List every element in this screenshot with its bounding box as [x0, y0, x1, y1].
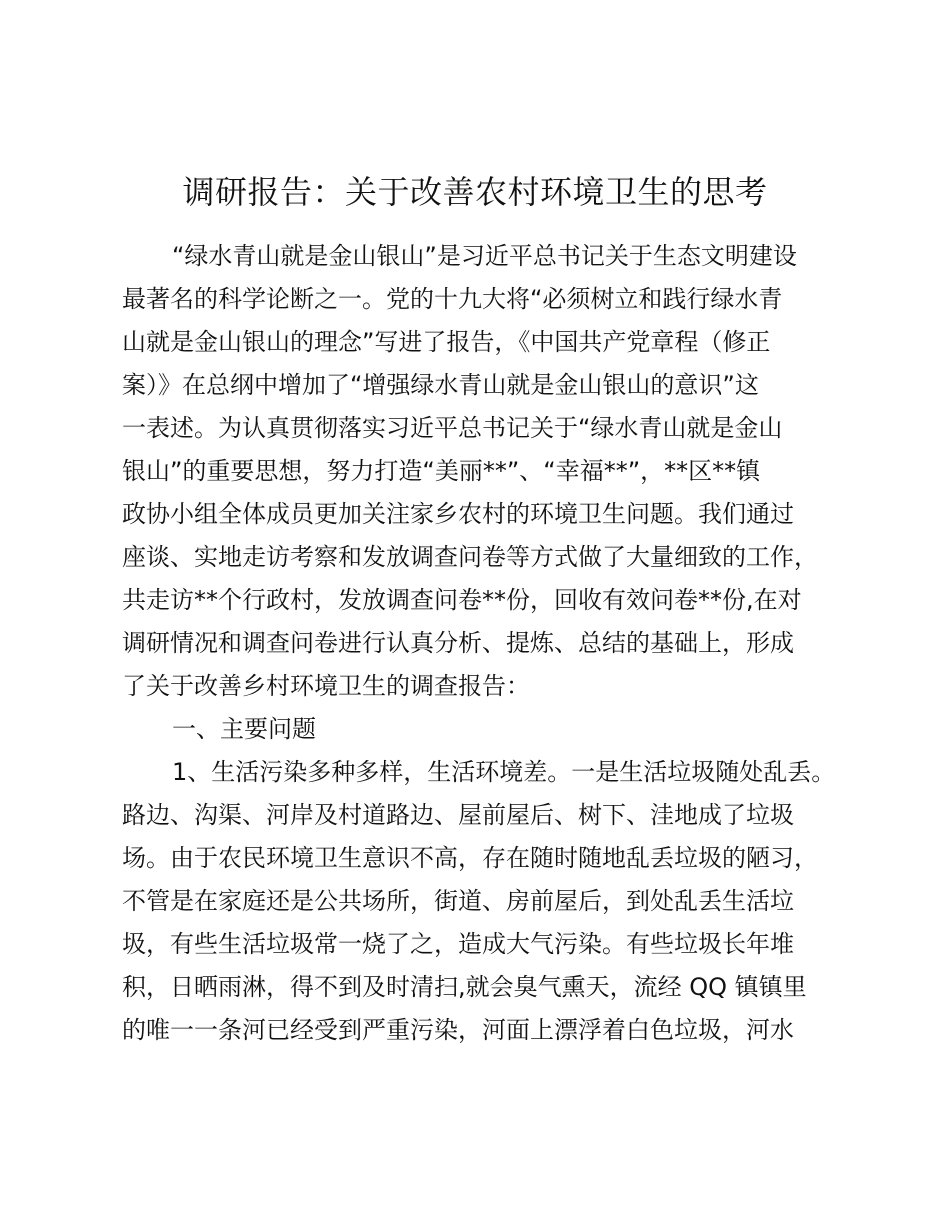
paragraph-line: 路边、沟渠、河岸及村道路边、屋前屋后、树下、洼地成了垃圾 [122, 801, 794, 829]
paragraph-line: “绿水青山就是金山银山”是习近平总书记关于生态文明建设 [172, 242, 797, 270]
document-body [122, 235, 850, 1052]
paragraph-line: 共走访**个行政村，发放调查问卷**份，回收有效问卷**份,在对 [122, 586, 802, 614]
paragraph-line: 案）》在总纲中增加了“增强绿水青山就是金山银山的意识”这 [122, 371, 759, 399]
paragraph-line: 政协小组全体成员更加关注家乡农村的环境卫生问题。我们通过 [122, 500, 794, 528]
paragraph-line: 圾，有些生活垃圾常一烧了之，造成大气污染。有些垃圾长年堆 [122, 930, 794, 958]
paragraph-line: 一表述。为认真贯彻落实习近平总书记关于“绿水青山就是金山 [122, 414, 783, 442]
paragraph-line: 场。由于农民环境卫生意识不高，存在随时随地乱丢垃圾的陋习， [122, 844, 818, 872]
paragraph-line: 山就是金山银山的理念”写进了报告，《中国共产党章程（修正 [122, 328, 771, 356]
paragraph-line: 银山”的重要思想，努力打造“美丽**”、“幸福**”，**区**镇 [122, 457, 761, 485]
paragraph-line: 1、生活污染多种多样，生活环境差。一是生活垃圾随处乱丢。 [172, 758, 836, 786]
paragraph-line: 的唯一一条河已经受到严重污染，河面上漂浮着白色垃圾，河水 [122, 1016, 794, 1044]
paragraph-line: 座谈、实地走访考察和发放调查问卷等方式做了大量细致的工作， [122, 543, 818, 571]
paragraph-line: 积，日晒雨淋，得不到及时清扫,就会臭气熏天，流经 QQ 镇镇里 [122, 973, 807, 1001]
section-heading: 一、主要问题 [172, 715, 316, 743]
paragraph-line: 了关于改善乡村环境卫生的调查报告： [122, 672, 530, 700]
paragraph-line: 最著名的科学论断之一。党的十九大将“必须树立和践行绿水青 [122, 285, 783, 313]
document-title: 调研报告：关于改善农村环境卫生的思考 [182, 173, 768, 211]
paragraph-line: 调研情况和调查问卷进行认真分析、提炼、总结的基础上，形成 [122, 629, 794, 657]
paragraph-line: 不管是在家庭还是公共场所，街道、房前屋后，到处乱丢生活垃 [122, 887, 794, 915]
